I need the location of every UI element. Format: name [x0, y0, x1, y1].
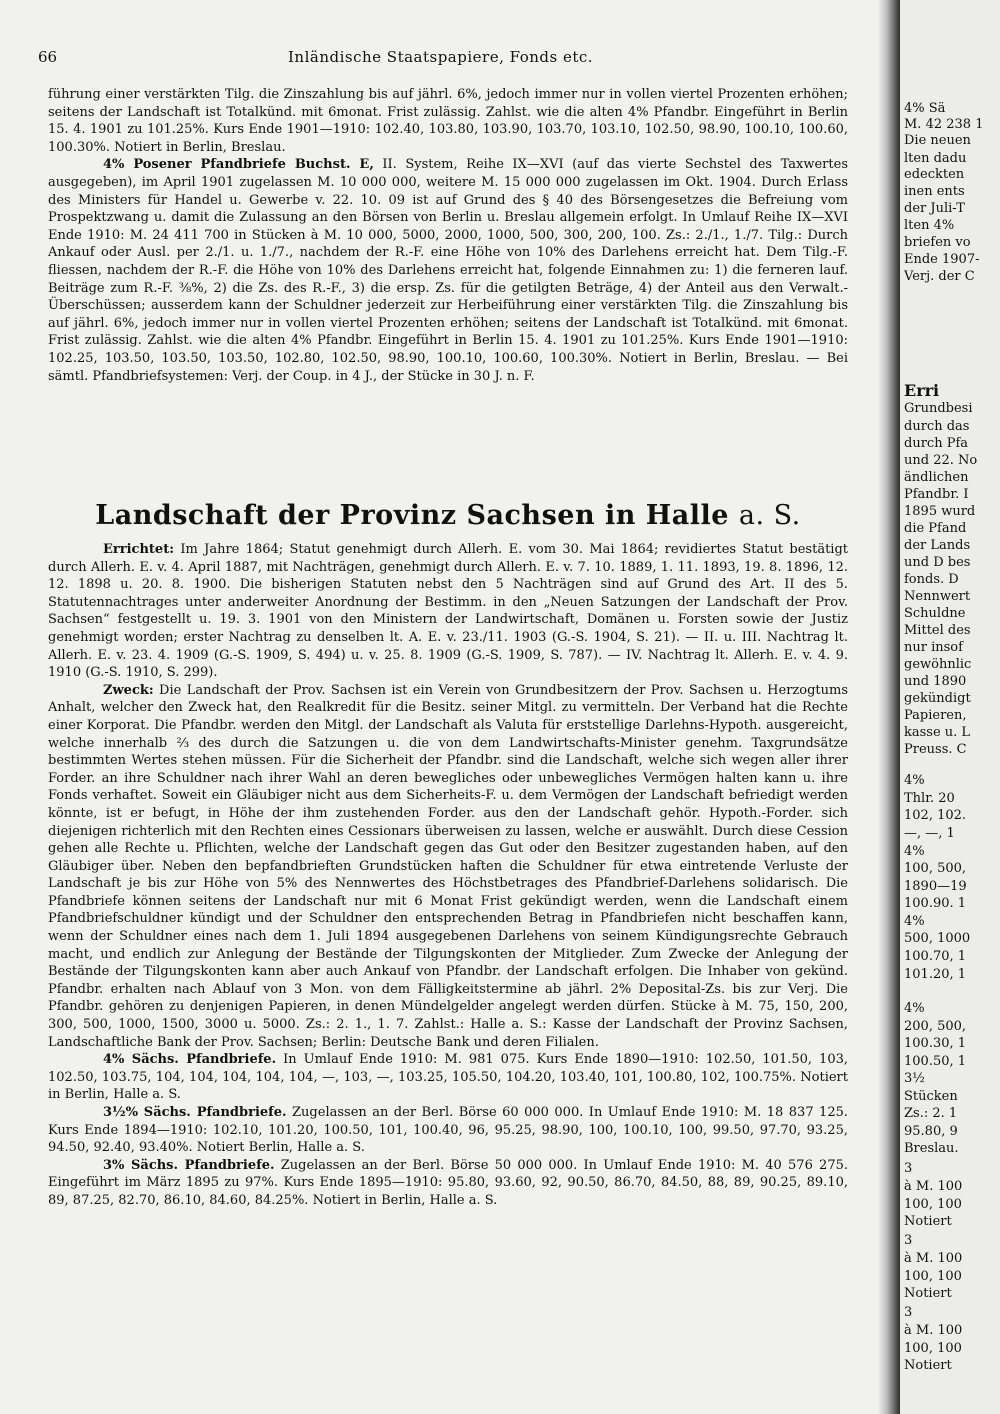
adjacent-page-line: Schuldne — [904, 606, 966, 621]
adjacent-page-line: Nennwert — [904, 589, 971, 604]
adjacent-page-line: 100.70, 1 — [904, 949, 967, 964]
adjacent-page-line: 100.30, 1 — [904, 1036, 967, 1051]
adjacent-page-line: 1895 wurd — [904, 504, 976, 519]
adjacent-page-line: der Lands — [904, 538, 971, 553]
adjacent-page-line: Preuss. C — [904, 742, 967, 757]
adjacent-page-line: kasse u. L — [904, 725, 971, 740]
adjacent-page-line: Grundbesi — [904, 401, 973, 416]
page-fold-shadow — [878, 0, 900, 1414]
adjacent-page-line: Erri — [904, 381, 940, 400]
adjacent-page-line: Papieren, — [904, 708, 967, 723]
entry-3-5pct-text: Zugelassen an der Berl. Börse 60 000 000. In Umlauf Ende 1910: M. 18 837 125. Kurs Ende 1894—1910: 102.10, 101.20, 100.50, 101, 100.40, 96, 95.25, 98.90, 100, 100.10, 100, 99.50, 97.70, 93.25, 94.50, 92.40, 93.40%. Notiert Berlin, Halle a. S. — [48, 1105, 848, 1156]
adjacent-page-line: 3 — [904, 1161, 913, 1176]
errichtet-label: Errichtet: — [103, 542, 174, 557]
errichtet-text: Im Jahre 1864; Statut genehmigt durch Allerh. E. vom 30. Mai 1864; revidiertes Statut bestätigt durch Allerh. E. v. 4. April 1887, mit Nachträgen, genehmigt durch Allerh. E. v. 7. 10. 1889, 1. 11. 1893, 19. 8. 1896, 12. 12. 1898 u. 20. 8. 1900. Die bisherigen Statuten nebst den 5 Nachträgen sind auf Grund des Art. II des 5. Statutennachtrages unter anderweiter Anordnung der Bestimm. in den „Neuen Satzungen der Landschaft der Prov. Sachsen“ festgestellt u. 19. 3. 1901 von den Ministern der Landwirtschaft, Domänen u. Forsten sowie der Justiz genehmigt worden; erster Nachtrag zu denselben lt. A. E. v. 23./11. 1903 (G.-S. 1904, S. 21). — II. u. III. Nachtrag lt. Allerh. E. v. 23. 4. 1909 (G.-S. 1909, S. 494) u. v. 25. 8. 1909 (G.-S. 1909, S. 787). — IV. Nachtrag lt. Allerh. E. v. 4. 9. 1910 (G.-S. 1910, S. 299). — [48, 542, 848, 681]
continuation-paragraph: führung einer verstärkten Tilg. die Zinszahlung bis auf jährl. 6%, jedoch immer nur in vollen viertel Prozenten erhöhen; seitens der Landschaft ist Totalkünd. mit 6monat. Frist zulässig. Zahlst. wie die alten 4% Pfandbr. Eingeführt in Berlin 15. 4. 1901 zu 101.25%. Kurs Ende 1901—1910: 102.40, 103.80, 103.90, 103.70, 103.10, 102.50, 98.90, 100.10, 100.60, 100.30%. Notiert in Berlin, Breslau. — [48, 87, 848, 155]
adjacent-page-line: 500, 1000 — [904, 931, 971, 946]
adjacent-page-line: Notiert — [904, 1358, 952, 1373]
adjacent-page-line: 4% — [904, 1001, 925, 1016]
section-title-main: Landschaft der Provinz Sachsen in Halle — [95, 500, 729, 531]
entry-4pct-paragraph — [48, 1051, 848, 1104]
adjacent-page-line: 100.90. 1 — [904, 896, 967, 911]
adjacent-page-line: inen ents — [904, 184, 965, 199]
entry-4pct-text: In Umlauf Ende 1910: M. 981 075. Kurs Ende 1890—1910: 102.50, 101.50, 103, 102.50, 103.75, 104, 104, 104, 104, 104, —, 103, —, 103.25, 105.50, 104.20, 103.40, 101, 100.80, 102, 100.75%. Notiert in Berlin, Halle a. S. — [48, 1052, 848, 1103]
adjacent-page-line: und 1890 — [904, 674, 967, 689]
adjacent-page-line: Verj. der C — [904, 269, 975, 284]
running-title: Inländische Staatspapiere, Fonds etc. — [288, 48, 594, 66]
adjacent-page-line: 100, 100 — [904, 1269, 962, 1284]
adjacent-page-line: durch das — [904, 419, 970, 434]
adjacent-page-line: 3 — [904, 1305, 913, 1320]
adjacent-page-line: 100, 100 — [904, 1341, 962, 1356]
posener-heading: 4% Posener Pfandbriefe Buchst. E, — [103, 157, 374, 173]
adjacent-page-line: 3½ — [904, 1071, 925, 1086]
adjacent-page-line: nur insof — [904, 640, 963, 655]
top-text-block — [48, 86, 848, 385]
page-number: 66 — [38, 48, 58, 66]
adjacent-page-line: à M. 100 — [904, 1323, 963, 1338]
adjacent-page-line: lten dadu — [904, 151, 967, 166]
zweck-paragraph — [48, 682, 848, 1051]
zweck-text: Die Landschaft der Prov. Sachsen ist ein Verein von Grundbesitzern der Prov. Sachsen u. Herzogtums Anhalt, welcher den Zweck hat, den Realkredit für die Besitz. seiner Mitgl. zu vermitteln. Der Verband hat die Rechte einer Korporat. Die Pfandbr. werden den Mitgl. der Landschaft als Valuta für erststellige Darlehns-Hypoth. ausgereicht, welche innerhalb ⅔ des durch die Satzungen u. die von dem Landwirtschafts-Minister genehm. Taxgrundsätze bestimmten Wertes stehen müssen. Für die Sicherheit der Pfandbr. sind die Landschaft, welche sich wegen aller ihrer Forder. an ihre Schuldner nach ihrer Wahl an deren bewegliches oder unbewegliches Vermögen halten kann u. ihre Fonds verhaftet. Soweit ein Gläubiger nicht aus dem Sicherheits-F. u. dem Vermögen der Landschaft befriedigt werden könnte, ist er befugt, in Höhe der ihm zustehenden Forder. aus den der Landschaft gehör. Hypoth.-Forder. sich diejenigen richterlich mit den Rechten eines Cessionars überweisen zu lassen, welche er auswählt. Durch diese Cession gehen alle Rechte u. Pflichten, welche der Landschaft gegen das Gut oder den Besitzer zugestanden haben, auf den Gläubiger über. Neben den bepfandbrieften Grundstücken haften die Schuldner für etwa eintretende Verluste der Landschaft je bis zur Höhe von 5% des Nennwertes des Höchstbetrages des Pfandbrief-Darlehens solidarisch. Die Pfandbriefe können seitens der Landschaft nur mit 6 Monat Frist gekündigt werden, wenn die Landschaft einem Pfandbriefschuldner kündigt und der Schuldner den entsprechenden Betrag in Pfandbriefen nicht beschaffen kann, wenn der Schuldner eines nach dem 1. Juli 1894 ausgegebenen Darlehens von seinem Kündigungsrechte Gebrauch macht, und endlich zur Anlegung der Bestände der Tilgungskonten der Mitglieder. Zum Zwecke der Anlegung der Bestände der Tilgungskonten kann aber auch Ankauf von Pfandbr. der Landschaft erfolgen. Die Inhaber von gekünd. Pfandbr. erhalten nach Ablauf von 3 Mon. von dem Fälligkeitstermine ab jährl. 2% Deposital-Zs. bis zur Verj. Die Pfandbr. gehören zu denjenigen Papieren, in denen Mündelgelder angelegt werden dürfen. Stücke à M. 75, 150, 200, 300, 500, 1000, 1500, 3000 u. 5000. Zs.: 2. 1., 1. 7. Zahlst.: Halle a. S.: Kasse der Landschaft der Provinz Sachsen, Landschaftliche Bank der Prov. Sachsen; Berlin: Deutsche Bank und deren Filialen. — [48, 682, 848, 1050]
entry-3pct-heading: 3% Sächs. Pfandbriefe. — [103, 1157, 275, 1173]
adjacent-page-line: 1890—19 — [904, 879, 967, 894]
adjacent-page-line: à M. 100 — [904, 1179, 963, 1194]
adjacent-page-line: 102, 102. — [904, 808, 967, 823]
adjacent-page-line: 100.50, 1 — [904, 1054, 967, 1069]
adjacent-page-line: 100, 500, — [904, 861, 967, 876]
adjacent-page-line: à M. 100 — [904, 1251, 963, 1266]
adjacent-page-line: Notiert — [904, 1286, 952, 1301]
adjacent-page-line: Mittel des — [904, 623, 971, 638]
section-title — [48, 500, 848, 531]
adjacent-page-line: Die neuen — [904, 133, 971, 148]
adjacent-page-line: edeckten — [904, 167, 965, 182]
zweck-label: Zweck: — [103, 682, 154, 698]
posener-paragraph — [48, 156, 848, 385]
adjacent-page-line: 101.20, 1 — [904, 967, 967, 982]
adjacent-page-line: 95.80, 9 — [904, 1124, 958, 1139]
adjacent-page-line: 4% — [904, 914, 925, 929]
adjacent-page-line: die Pfand — [904, 521, 967, 536]
adjacent-page-line: und 22. No — [904, 453, 978, 468]
adjacent-page-line: Notiert — [904, 1214, 952, 1229]
entry-3pct-paragraph — [48, 1157, 848, 1210]
adjacent-page-line: 4% — [904, 773, 925, 788]
adjacent-page-line: M. 42 238 1 — [904, 117, 984, 132]
adjacent-page-line: 100, 100 — [904, 1197, 962, 1212]
adjacent-page-line: Ende 1907- — [904, 252, 980, 267]
posener-text: II. System, Reihe IX—XVI (auf das vierte Sechstel des Taxwertes ausgegeben), im April 1901 zugelassen M. 10 000 000, weitere M. 15 000 000 zugelassen im Okt. 1904. Durch Erlass des Ministers für Handel u. Gewerbe v. 22. 10. 09 ist auf Grund des § 40 des Börsengesetzes die Befreiung vom Prospektzwang u. damit die Zulassung an den Börsen von Berlin u. Breslau allgemein erfolgt. In Umlauf Reihe IX—XVI Ende 1910: M. 24 411 700 in Stücken à M. 10 000, 5000, 2000, 1000, 500, 300, 200, 100. Zs.: 2./1., 1./7. Tilg.: Durch Ankauf oder Ausl. per 2./1. u. 1./7., nachdem der R.-F. eine Höhe von 10% des Darlehens erreicht hat. Dem Tilg.-F. fliessen, nachdem der R.-F. die Höhe von 10% des Darlehens erreicht hat, folgende Einnahmen zu: 1) die ferneren lauf. Beiträge zum R.-F. ⅜%, 2) die Zs. des R.-F., 3) die ersp. Zs. für die getilgten Beträge, 4) der Anteil aus den Verwalt.-Überschüssen; ausserdem kann der Schuldner jederzeit zur Herbeiführung einer verstärkten Tilg. die Zinszahlung bis auf jährl. 6%, jedoch immer nur in vollen viertel Prozenten erhöhen; seitens der Landschaft ist Totalkünd. mit 6monat. Frist zulässig. Zahlst. wie die alten 4% Pfandbr. Eingeführt in Berlin 15. 4. 1901 zu 101.25%. Kurs Ende 1901—1910: 102.25, 103.50, 103.50, 103.50, 102.80, 102.50, 98.90, 100.10, 100.60, 100.30%. Notiert in Berlin, Breslau. — Bei sämtl. Pfandbriefsystemen: Verj. der Coup. in 4 J., der Stücke in 30 J. n. F. — [48, 157, 848, 384]
adjacent-page-line: fonds. D — [904, 572, 959, 587]
adjacent-page-line: Stücken — [904, 1089, 958, 1104]
section-text-block — [48, 541, 848, 1210]
adjacent-page-line: der Juli-T — [904, 201, 965, 216]
entry-4pct-heading: 4% Sächs. Pfandbriefe. — [103, 1052, 277, 1068]
section-title-suffix: a. S. — [738, 500, 801, 531]
adjacent-page-line: Breslau. — [904, 1141, 959, 1156]
entry-3pct-text: Zugelassen an der Berl. Börse 50 000 000. In Umlauf Ende 1910: M. 40 576 275. Eingeführt im März 1895 zu 97%. Kurs Ende 1895—1910: 95.80, 93.60, 92, 90.50, 86.70, 84.50, 88, 89, 90.25, 89.10, 89, 87.25, 82.70, 86.10, 84.60, 84.25%. Notiert in Berlin, Halle a. S. — [48, 1157, 849, 1208]
adjacent-page-line: gekündigt — [904, 691, 971, 706]
adjacent-page-line: durch Pfa — [904, 436, 969, 451]
adjacent-page-line: briefen vo — [904, 235, 971, 250]
adjacent-page-line: und D bes — [904, 555, 971, 570]
adjacent-page-line: gewöhnlic — [904, 657, 972, 672]
adjacent-page-line: 4% Sä — [904, 101, 946, 116]
adjacent-page-line: —, —, 1 — [904, 826, 955, 841]
adjacent-page-line: 3 — [904, 1233, 913, 1248]
entry-3-5pct-paragraph — [48, 1104, 848, 1157]
errichtet-paragraph — [48, 541, 848, 682]
adjacent-page-line: Zs.: 2. 1 — [904, 1106, 958, 1121]
adjacent-page-line: Pfandbr. I — [904, 487, 969, 502]
entry-3-5pct-heading: 3½% Sächs. Pfandbriefe. — [103, 1105, 287, 1120]
adjacent-page-line: ändlichen — [904, 470, 969, 485]
adjacent-page-line: lten 4% — [904, 218, 955, 233]
adjacent-page-line: Thlr. 20 — [904, 791, 955, 806]
page-header — [38, 42, 838, 72]
adjacent-page-line: 4% — [904, 844, 925, 859]
adjacent-page-fragment — [900, 0, 1000, 1414]
adjacent-page-line: 200, 500, — [904, 1019, 967, 1034]
